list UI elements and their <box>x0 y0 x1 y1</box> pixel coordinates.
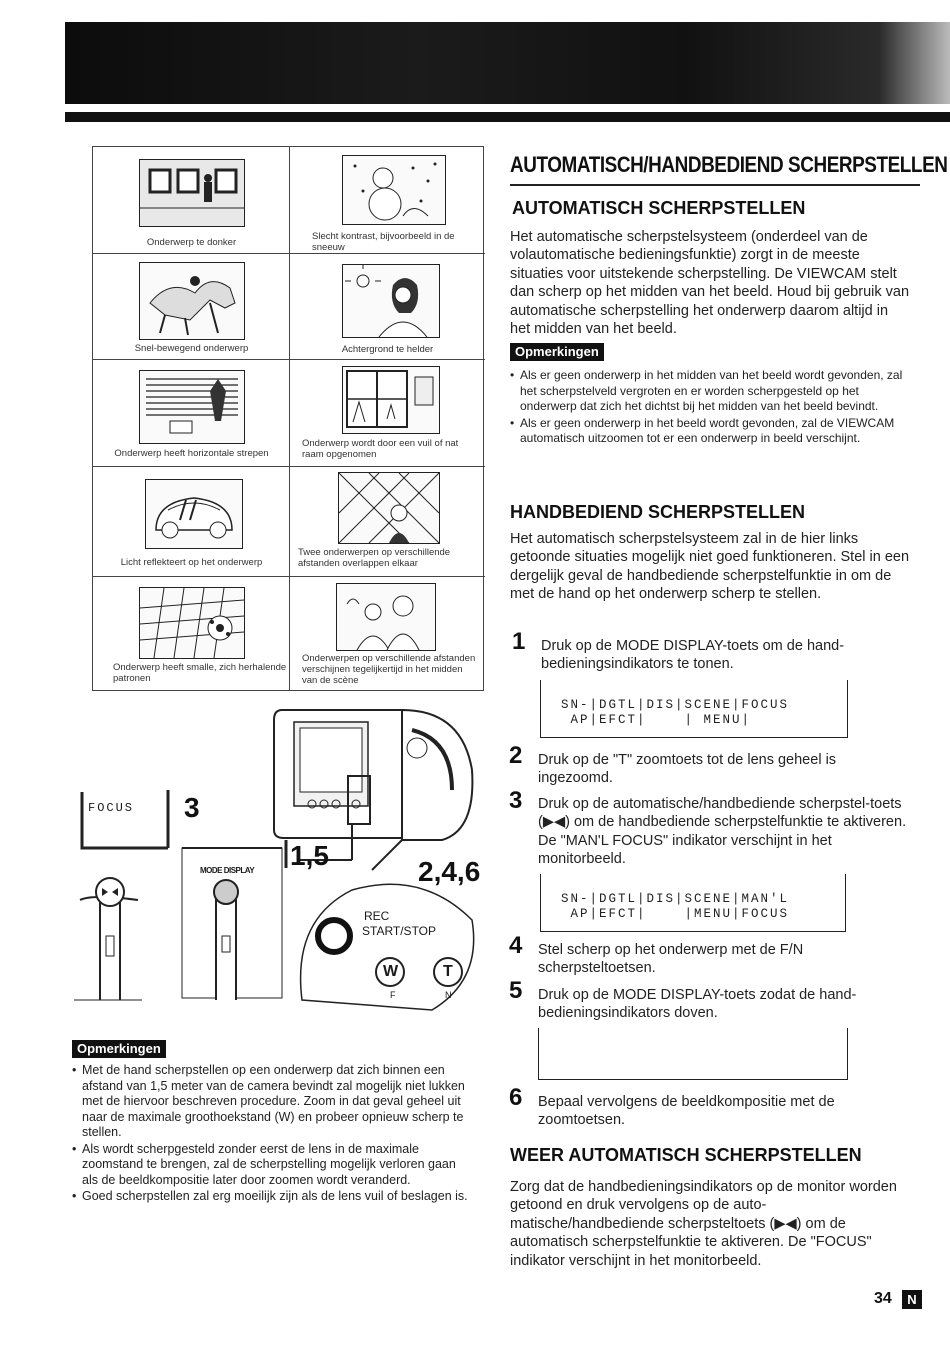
situations-grid <box>92 146 484 691</box>
step-text: Druk op de automatische/handbediende scherpstel-toets (▶◀) om de handbediende scherpstelfunktie te aktiveren. De "MAN'L FOCUS" indikator verschijnt in het monitorbeeld. <box>538 796 907 868</box>
camera-illustration <box>72 700 492 1020</box>
situation-cell <box>93 360 290 467</box>
heading-auto-focus: AUTOMATISCH SCHERPSTELLEN <box>512 198 806 218</box>
heading-manual-focus: HANDBEDIEND SCHERPSTELLEN <box>510 502 806 522</box>
note-item: • Met de hand scherpstellen op een onderwerp dat zich binnen een afstand van 1,5 meter van de camera bevindt zal mogelijk niet lukken met de hiervoor beschreven procedure. Zoom in dat geval geheel uit naar de maximale groothoekstand (W) en probeer opnieuw scherp te stellen. <box>72 1063 470 1141</box>
auto-focus-body: Het automatische scherpstelsysteem (onderdeel van de volautomatische bedieningsfunktie) zorgt in de meeste situaties voor uitstekende scherpstelling. De VIEWCAM stelt dan scherp op het midden van het beeld. Houd bij gebruik van automatische scherpstelling het onderwerp daarom altijd in het midden van het beeld. <box>510 229 910 338</box>
language-badge: N <box>902 1290 922 1309</box>
step-text: Bepaal vervolgens de beeldkompositie met de zoomtoetsen. <box>538 1094 835 1129</box>
auto-notes-badge: Opmerkingen <box>510 343 604 361</box>
situation-cell <box>290 254 485 360</box>
situation-cell <box>93 577 290 691</box>
horses-illustration <box>139 262 245 340</box>
note-item: • Als er geen onderwerp in het beeld wordt gevonden, zal de VIEWCAM automatisch uitzoomen tot er een onderwerp in beeld verschijnt. <box>510 416 910 447</box>
brick-pattern-illustration <box>139 587 245 659</box>
dark-room-illustration <box>139 159 245 227</box>
focus-n-label: N <box>445 990 452 1000</box>
bright-background-illustration <box>342 264 440 338</box>
note-item: • Als er geen onderwerp in het midden van het beeld wordt gevonden, zal het scherpstelveld vergroten en er worden scherpgesteld op het onderwerp dat zich het dichtst bij het midden van het beeld bevindt. <box>510 368 910 415</box>
start-stop-label: START/STOP <box>362 924 437 938</box>
left-notes-badge: Opmerkingen <box>72 1040 166 1058</box>
mode-display-label: MODE DISPLAY <box>200 866 255 875</box>
situation-cell <box>93 467 290 577</box>
situation-caption: Onderwerp wordt door een vuil of nat raam opgenomen <box>302 438 459 460</box>
monitor-display-3 <box>538 1028 848 1080</box>
zoom-t-button: T <box>443 963 453 980</box>
step-text: Stel scherp op het onderwerp met de F/N scherpsteltoetsen. <box>538 942 804 977</box>
situation-caption: Licht reflekteert op het onderwerp <box>120 557 263 568</box>
display-line: AP|EFCT| | MENU| <box>561 713 752 727</box>
page-title: AUTOMATISCH/HANDBEDIEND SCHERPSTELLEN <box>510 152 948 177</box>
striped-room-illustration <box>139 370 245 444</box>
auto-notes-list <box>510 368 910 448</box>
situation-caption: Twee onderwerpen op verschillende afstanden overlappen elkaar <box>298 547 451 569</box>
monitor-display-2 <box>540 874 846 932</box>
step-number: 6 <box>509 1084 523 1111</box>
situation-caption: Onderwerp heeft smalle, zich herhalende patronen <box>113 662 287 684</box>
note-item: • Goed scherpstellen zal erg moeilijk zijn als de lens vuil of beslagen is. <box>72 1189 470 1205</box>
situation-cell <box>290 467 485 577</box>
overlapping-subjects-illustration <box>338 472 440 544</box>
header-rule <box>65 112 950 122</box>
snowman-illustration <box>342 155 446 225</box>
situation-caption: Slecht kontrast, bijvoorbeeld in de sneeuw <box>312 231 455 253</box>
header-band <box>65 22 950 104</box>
note-item: • Als wordt scherpgesteld zonder eerst de lens in de maximale zoomstand te brengen, zal de scherpstelling mogelijk verloren gaan als de beeldkompositie later door zoomen wordt veranderd. <box>72 1142 470 1189</box>
display-line: SN-|DGTL|DIS|SCENE|MAN'L <box>561 892 790 906</box>
situation-cell <box>93 147 290 254</box>
step-number: 2 <box>509 742 523 769</box>
situation-cell <box>290 147 485 254</box>
manual-focus-body: Het automatisch scherpstelsysteem zal in de hier links getoonde situaties mogelijk niet goed funktioneren. Stel in een dergelijk geval de handbediende scherpstelfunktie in om de met de hand op het onderwerp scherp te stellen. <box>510 531 910 603</box>
situation-caption: Onderwerp te donker <box>146 237 237 248</box>
monitor-display-1 <box>540 680 848 738</box>
step-label-1-5: 1,5 <box>290 840 329 871</box>
rec-label: REC <box>364 909 390 923</box>
focus-f-label: F <box>390 990 396 1000</box>
situation-cell <box>290 577 485 691</box>
heading-reauto-focus: WEER AUTOMATISCH SCHERPSTELLEN <box>510 1145 862 1165</box>
step-number: 3 <box>509 787 523 814</box>
step-text: Druk op de MODE DISPLAY-toets om de hand-bedieningsindikators te tonen. <box>541 638 845 673</box>
step-number: 5 <box>509 977 523 1004</box>
car-reflection-illustration <box>145 479 243 549</box>
reauto-focus-body: Zorg dat de handbedieningsindikators op de monitor worden getoond en druk vervolgens op de auto-matische/handbediende scherpsteltoets (▶◀) om de automatisch scherpstelfunktie te aktiveren. De "FOCUS" indikator verschijnt in het monitorbeeld. <box>510 1179 897 1269</box>
situation-cell <box>93 254 290 360</box>
title-rule <box>510 184 920 186</box>
dirty-window-illustration <box>342 366 440 434</box>
situation-caption: Achtergrond te helder <box>341 344 434 355</box>
display-line: SN-|DGTL|DIS|SCENE|FOCUS <box>561 698 790 712</box>
step-text: Druk op de MODE DISPLAY-toets zodat de hand-bedieningsindikators doven. <box>538 987 857 1022</box>
page-number: 34 <box>874 1290 892 1307</box>
step-text: Druk op de "T" zoomtoets tot de lens geheel is ingezoomd. <box>538 752 837 787</box>
children-illustration <box>336 583 436 651</box>
zoom-w-button: W <box>383 963 399 980</box>
display-line: AP|EFCT| |MENU|FOCUS <box>561 907 790 921</box>
step-label-2-4-6: 2,4,6 <box>418 856 481 887</box>
situation-caption: Snel-bewegend onderwerp <box>134 343 249 354</box>
situation-caption: Onderwerp heeft horizontale strepen <box>114 448 269 459</box>
left-notes-list <box>72 1063 470 1206</box>
step-number: 1 <box>512 628 526 655</box>
situation-caption: Onderwerpen op verschillende afstanden verschijnen tegelijkertijd in het midden van de scène <box>302 653 476 686</box>
step-number: 4 <box>509 932 523 959</box>
step-label-3: 3 <box>184 792 200 823</box>
focus-indicator: FOCUS <box>88 801 135 815</box>
situation-cell <box>290 360 485 467</box>
